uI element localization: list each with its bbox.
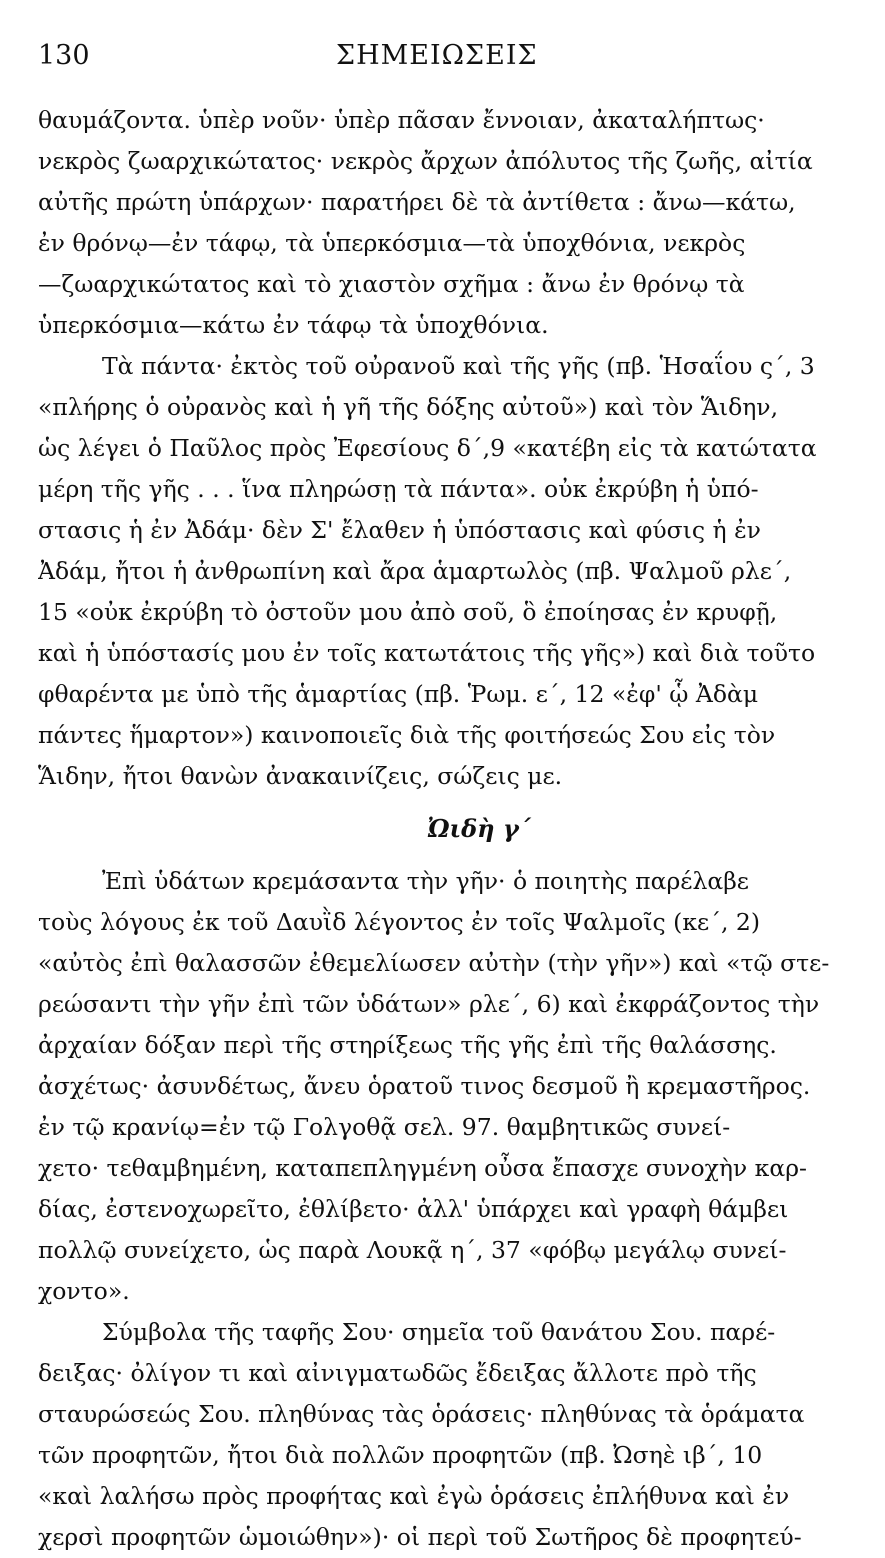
text-line: στασις ἡ ἐν Ἀδάμ· δὲν Σ' ἔλαθεν ἡ ὑπόστασις καὶ φύσις ἡ ἐν [38, 516, 761, 544]
text-line: Τὰ πάντα· ἐκτὸς τοῦ οὐρανοῦ καὶ τῆς γῆς (πβ. Ἡσαΐου ς΄, 3 [102, 352, 815, 380]
text-line: ὡς λέγει ὁ Παῦλος πρὸς Ἐφεσίους δ΄,9 «κατέβη εἰς τὰ κατώτατα [38, 434, 817, 462]
section-heading: Ὠιδὴ γ΄ [427, 814, 531, 843]
text-line: αὐτῆς πρώτη ὑπάρχων· παρατήρει δὲ τὰ ἀντίθετα : ἄνω—κάτω, [38, 188, 796, 216]
running-head: ΣΗΜΕΙΩΣΕΙΣ [336, 40, 538, 71]
text-line: Σύμβολα τῆς ταφῆς Σου· σημεῖα τοῦ θανάτου Σου. παρέ- [102, 1318, 776, 1346]
text-line: Ἀδάμ, ἤτοι ἡ ἀνθρωπίνη καὶ ἄρα ἁμαρτωλὸς (πβ. Ψαλμοῦ ρλε΄, [38, 557, 792, 585]
text-line: χετο· τεθαμβημένη, καταπεπληγμένη οὖσα ἔπασχε συνοχὴν καρ- [38, 1154, 807, 1182]
text-line: ἐν τῷ κρανίῳ=ἐν τῷ Γολγοθᾷ σελ. 97. θαμβητικῶς συνεί- [38, 1113, 731, 1141]
text-line: Ἐπὶ ὑδάτων κρεμάσαντα τὴν γῆν· ὁ ποιητὴς παρέλαβε [102, 867, 749, 895]
text-line: τῶν προφητῶν, ἤτοι διὰ πολλῶν προφητῶν (πβ. Ὠσηὲ ιβ΄, 10 [38, 1441, 763, 1469]
text-line: σταυρώσεώς Σου. πληθύνας τὰς ὁράσεις· πληθύνας τὰ ὁράματα [38, 1400, 805, 1428]
text-line: δίας, ἐστενοχωρεῖτο, ἐθλίβετο· ἀλλ' ὑπάρχει καὶ γραφὴ θάμβει [38, 1195, 789, 1223]
notes-text [38, 100, 850, 1558]
text-line: χερσὶ προφητῶν ὡμοιώθην»)· οἱ περὶ τοῦ Σωτῆρος δὲ προφητεύ- [38, 1523, 802, 1551]
text-line: φθαρέντα με ὑπὸ τῆς ἁμαρτίας (πβ. Ῥωμ. ε΄, 12 «ἐφ' ᾧ Ἀδὰμ [38, 680, 759, 708]
text-line: καὶ ἡ ὑπόστασίς μου ἐν τοῖς κατωτάτοις τῆς γῆς») καὶ διὰ τοῦτο [38, 639, 816, 667]
text-line: δειξας· ὀλίγον τι καὶ αἰνιγματωδῶς ἔδειξας ἄλλοτε πρὸ τῆς [38, 1359, 757, 1387]
text-line: πάντες ἥμαρτον») καινοποιεῖς διὰ τῆς φοιτήσεώς Σου εἰς τὸν [38, 721, 776, 749]
text-line: τοὺς λόγους ἐκ τοῦ Δαυῒδ λέγοντος ἐν τοῖς Ψαλμοῖς (κε΄, 2) [38, 908, 761, 936]
text-line: ἀσχέτως· ἀσυνδέτως, ἄνευ ὁρατοῦ τινος δεσμοῦ ἢ κρεμαστῆρος. [38, 1072, 811, 1100]
text-line: —ζωαρχικώτατος καὶ τὸ χιαστὸν σχῆμα : ἄνω ἐν θρόνῳ τὰ [38, 270, 745, 298]
page-header [0, 40, 885, 84]
text-line: χοντο». [38, 1277, 130, 1305]
text-line: νεκρὸς ζωαρχικώτατος· νεκρὸς ἄρχων ἀπόλυτος τῆς ζωῆς, αἰτία [38, 147, 813, 175]
text-line: ὑπερκόσμια—κάτω ἐν τάφῳ τὰ ὑποχθόνια. [38, 311, 549, 339]
text-line: πολλῷ συνείχετο, ὡς παρὰ Λουκᾷ η΄, 37 «φόβῳ μεγάλῳ συνεί- [38, 1236, 787, 1264]
text-line: «πλήρης ὁ οὐρανὸς καὶ ἡ γῆ τῆς δόξης αὐτοῦ») καὶ τὸν Ἅιδην, [38, 393, 779, 421]
text-line: ἀρχαίαν δόξαν περὶ τῆς στηρίξεως τῆς γῆς ἐπὶ τῆς θαλάσσης. [38, 1031, 777, 1059]
text-line: ἐν θρόνῳ—ἐν τάφῳ, τὰ ὑπερκόσμια—τὰ ὑποχθόνια, νεκρὸς [38, 229, 746, 257]
text-line: 15 «οὐκ ἐκρύβη τὸ ὀστοῦν μου ἀπὸ σοῦ, ὃ ἐποίησας ἐν κρυφῇ, [38, 598, 778, 626]
text-line: Ἅιδην, ἤτοι θανὼν ἀνακαινίζεις, σώζεις με. [38, 762, 563, 790]
text-line: ρεώσαντι τὴν γῆν ἐπὶ τῶν ὑδάτων» ρλε΄, 6) καὶ ἐκφράζοντος τὴν [38, 990, 820, 1018]
text-line: «αὐτὸς ἐπὶ θαλασσῶν ἐθεμελίωσεν αὐτὴν (τὴν γῆν») καὶ «τῷ στε- [38, 949, 830, 977]
text-line: μέρη τῆς γῆς . . . ἵνα πληρώσῃ τὰ πάντα». οὐκ ἐκρύβη ἡ ὑπό- [38, 475, 759, 503]
page-number: 130 [38, 40, 90, 71]
text-line: θαυμάζοντα. ὑπὲρ νοῦν· ὑπὲρ πᾶσαν ἔννοιαν, ἀκαταλήπτως· [38, 106, 765, 134]
text-line: «καὶ λαλήσω πρὸς προφήτας καὶ ἐγὼ ὁράσεις ἐπλήθυνα καὶ ἐν [38, 1482, 790, 1510]
